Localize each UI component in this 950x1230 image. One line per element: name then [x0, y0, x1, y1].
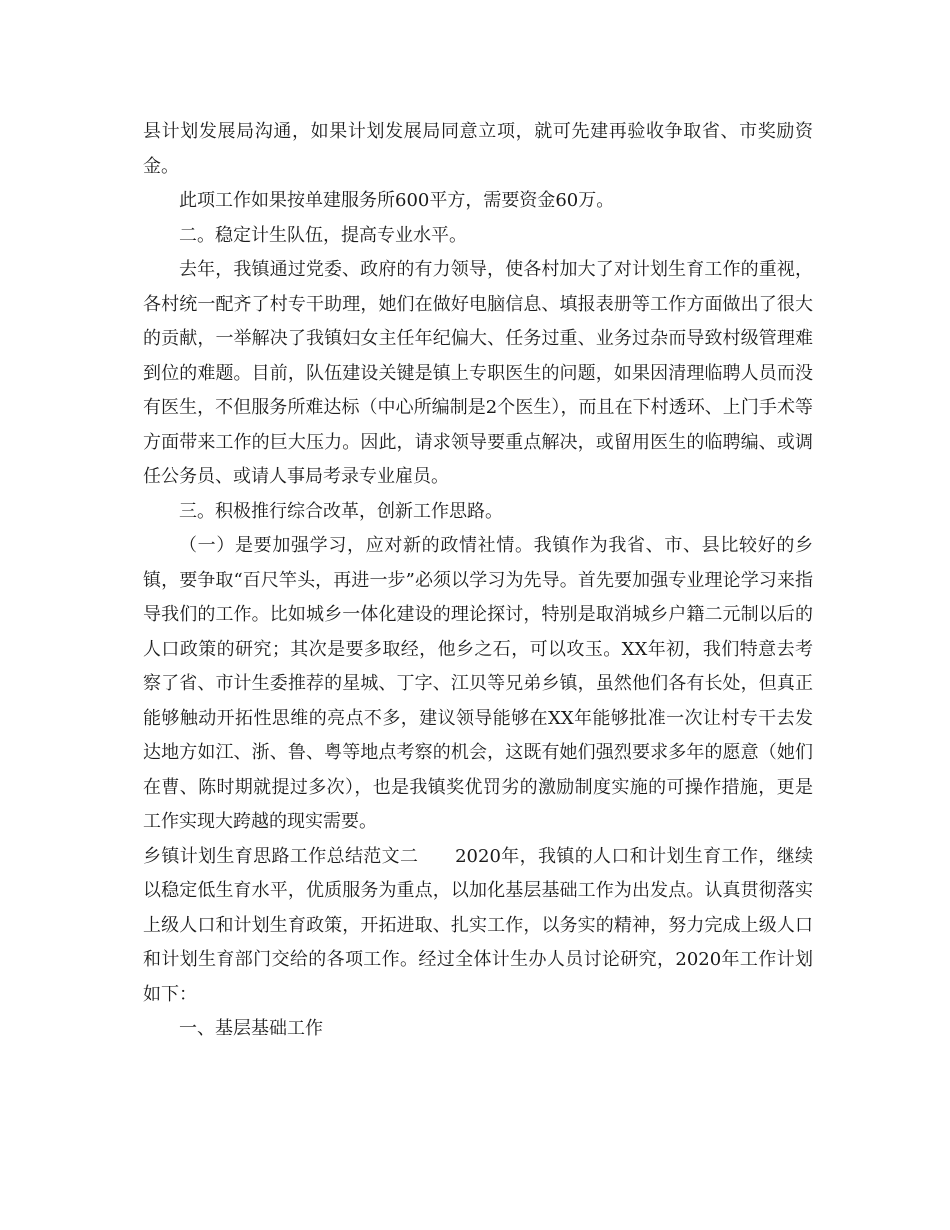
paragraph: 此项工作如果按单建服务所600平方，需要资金60万。	[179, 190, 615, 211]
paragraph: 去年，我镇通过党委、政府的有力领导，使各村加大了对计划生育工作的重视，各村统一配齐了村专干助理，她们在做好电脑信息、填报表册等工作方面做出了很大的贡献，一举解决了我镇妇女主任年纪偏大、任务过重、业务过杂而导致村级管理难到位的难题。目前，队伍建设关键是镇上专职医生的问题，如果因清理临聘人员而没有医生，不但服务所难达标（中心所编制是2个医生），而且在下村透环、上门手术等方面带来工作的巨大压力。因此，请求领导要重点解决，或留用医生的临聘编、或调任公务员、或请人事局考录专业雇员。	[143, 259, 813, 487]
paragraph: 县计划发展局沟通，如果计划发展局同意立项，就可先建再验收争取省、市奖励资金。	[143, 121, 813, 177]
section-heading: 一、基层基础工作	[179, 1018, 323, 1039]
section-heading: 二。稳定计生队伍，提高专业水平。	[179, 224, 467, 246]
paragraph: （一）是要加强学习，应对新的政情社情。我镇作为我省、市、县比较好的乡镇，要争取“百尺竿头，再进一步”必须以学习为先导。首先要加强专业理论学习来指导我们的工作。比如城乡一体化建设的理论探讨，特别是取消城乡户籍二元制以后的人口政策的研究；其次是要多取经，他乡之石，可以攻玉。XX年初，我们特意去考察了省、市计生委推荐的星城、丁字、江贝等兄弟乡镇，虽然他们各有长处，但真正能够触动开拓性思维的亮点不多，建议领导能够在XX年能够批准一次让村专干去发达地方如江、浙、鲁、粤等地点考察的机会，这既有她们强烈要求多年的愿意（她们在曹、陈时期就提过多次），也是我镇奖优罚劣的激励制度实施的可操作措施，更是工作实现大跨越的现实需要。	[143, 535, 813, 832]
section-heading: 三。积极推行综合改革，创新工作思路。	[179, 500, 503, 522]
document-body	[143, 115, 813, 1047]
paragraph: 乡镇计划生育思路工作总结范文二 2020年，我镇的人口和计划生育工作，继续以稳定低生育水平，优质服务为重点，以加化基层基础工作为出发点。认真贯彻落实上级人口和计划生育政策，开拓进取、扎实工作，以务实的精神，努力完成上级人口和计划生育部门交给的各项工作。经过全体计生办人员讨论研究，2020年工作计划如下：	[143, 845, 813, 1005]
